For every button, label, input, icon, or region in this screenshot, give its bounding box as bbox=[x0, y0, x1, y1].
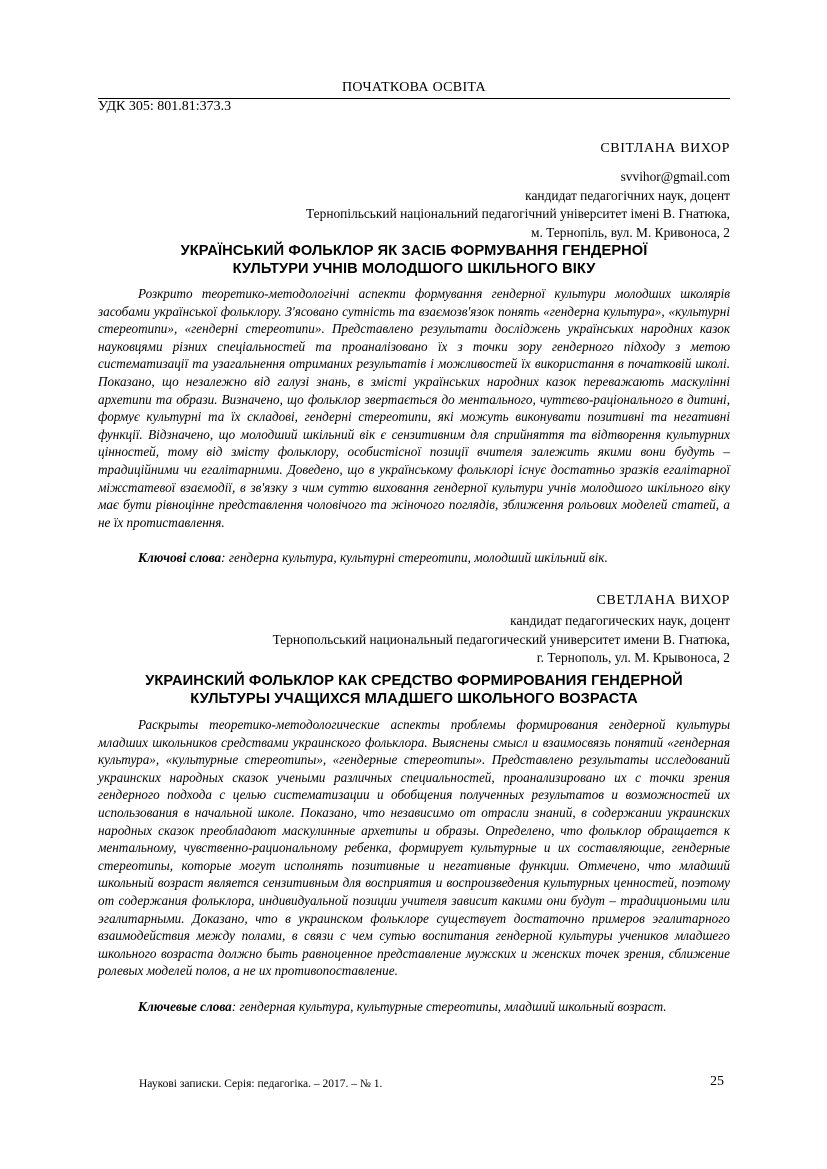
article-title-rus bbox=[98, 672, 730, 708]
affiliation-rus bbox=[273, 612, 730, 668]
author-university: Тернопольський национальный педагогический университет имени В. Гнатюка, bbox=[272, 631, 730, 647]
abstract-ukr bbox=[98, 285, 730, 531]
author-name-rus: СВЕТЛАНА ВИХОР bbox=[596, 593, 730, 608]
title-line-1: УКРАЇНСЬКИЙ ФОЛЬКЛОР ЯК ЗАСІБ ФОРМУВАННЯ ГЕНДЕРНОЇ bbox=[180, 243, 648, 259]
keywords-ukr bbox=[138, 550, 608, 566]
author-degree: кандидат педагогічних наук, доцент bbox=[525, 187, 730, 203]
running-header: ПОЧАТКОВА ОСВІТА bbox=[342, 80, 486, 95]
keywords-rus bbox=[138, 999, 667, 1015]
author-address: г. Тернополь, ул. М. Крывоноса, 2 bbox=[536, 650, 730, 665]
title-line-2: КУЛЬТУРИ УЧНІВ МОЛОДШОГО ШКІЛЬНОГО ВІКУ bbox=[232, 261, 596, 277]
udk-code: УДК 305: 801.81:373.3 bbox=[98, 99, 232, 114]
author-email: svvihor@gmail.com bbox=[620, 169, 730, 184]
keywords-text: : гендерна культура, культурні стереотипи, молодший шкільний вік. bbox=[221, 550, 608, 565]
abstract-text: Раскрыты теоретико-методологические аспекты проблемы формирования гендерной культуры младших школьников средствами украинского фольклора. Выяснены смысл и взаимосвязь понятий «гендерная культура», «культурные стереотипы», «гендерные стереотипы». Представлено результаты исследований украинских народных сказок учеными различных специальностей, проанализировано их с точки зрения гендерного подхода с целью систематизации и обобщения полученных результатов и возможностей их использования в начальной школе. Показано, что независимо от отрасли знаний, в содержании украинских народных сказок преобладают маскулинные архетипы и образы. Определено, что фольклор обращается к ментальному, чувственно-рациональному ребенка, формирует культурные и их составляющие, гендерные стереотипы, которые могут исполнять позитивные и негативные функции. Отмечено, что младший школьный возраст является сензитивным для восприятия и воспроизведения культурных ценностей, поэтому от содержания фольклора, индивидуальной позиции учителя зависит какими они будут – традициоными или эгалитарными. Доказано, что в украинском фольклоре существует достаточно примеров эгалитарного взаимодействия между полами, в связи с чем сутью воспитания гендерной культуры учеников младшего школьного возраста должно быть равноценное представление мужских и женских точек зрения, сближение ролевых моделей полов, а не их противопоставление. bbox=[98, 717, 730, 979]
keywords-label: Ключові слова bbox=[138, 550, 222, 565]
abstract-rus bbox=[98, 716, 730, 980]
title-line-1: УКРАИНСКИЙ ФОЛЬКЛОР КАК СРЕДСТВО ФОРМИРОВАНИЯ ГЕНДЕРНОЙ bbox=[145, 673, 683, 689]
affiliation-ukr bbox=[306, 168, 730, 242]
title-line-2: КУЛЬТУРЫ УЧАЩИХСЯ МЛАДШЕГО ШКОЛЬНОГО ВОЗРАСТА bbox=[190, 691, 638, 707]
article-title-ukr bbox=[98, 242, 730, 278]
author-address: м. Тернопіль, вул. М. Кривоноса, 2 bbox=[530, 224, 730, 240]
keywords-label: Ключевые слова bbox=[138, 999, 232, 1014]
author-name-ukr: СВІТЛАНА ВИХОР bbox=[600, 141, 730, 156]
author-university: Тернопільський національний педагогічний університет імені В. Гнатюка, bbox=[306, 206, 730, 221]
page-number: 25 bbox=[710, 1074, 724, 1089]
author-degree: кандидат педагогических наук, доцент bbox=[510, 613, 730, 628]
journal-citation: Наукові записки. Серія: педагогіка. – 2017. – № 1. bbox=[139, 1078, 383, 1090]
abstract-text: Розкрито теоретико-методологічні аспекти формування гендерної культури молодших школярів засобами української фольклору. З'ясовано сутність та взаємозв'язок понять «гендерна культура», «культурні стереотипи», «гендерні стереотипи». Представлено результати досліджень українських народних казок науковцями різних спеціальностей та проаналізовано їх з точки зору гендерного підходу з метою систематизації та узагальнення отриманих результатів і можливостей їх використання в початковій школі. Показано, що незалежно від галузі знань, в змісті українських народних казок переважають маскулінні архетипи та образи. Визначено, що фольклор звертається до ментального, чуттєво-раціонального в дитині, формує культурні та їх складові, гендерні стереотипи, які можуть виконувати позитивні та негативні функції. Відзначено, що молодший шкільний вік є сензитивним для сприйняття та відтворення культурних цінностей, тому від змісту фольклору, особистісної позиції вчителя залежить якими вони будуть – традиційними чи егалітарними. Доведено, що в українському фольклорі існує достатньо зразків егалітарної міжстатевої взаємодії, в зв'язку з чим суттю виховання гендерної культури учнів молодшого шкільного віку має бути рівноцінне представлення чоловічого та жіночого поглядів, зближення рольових моделей статей, а не їх протиставлення. bbox=[98, 286, 730, 530]
keywords-text: : гендерная культура, культурные стереотипы, младший школьный возраст. bbox=[231, 999, 667, 1014]
